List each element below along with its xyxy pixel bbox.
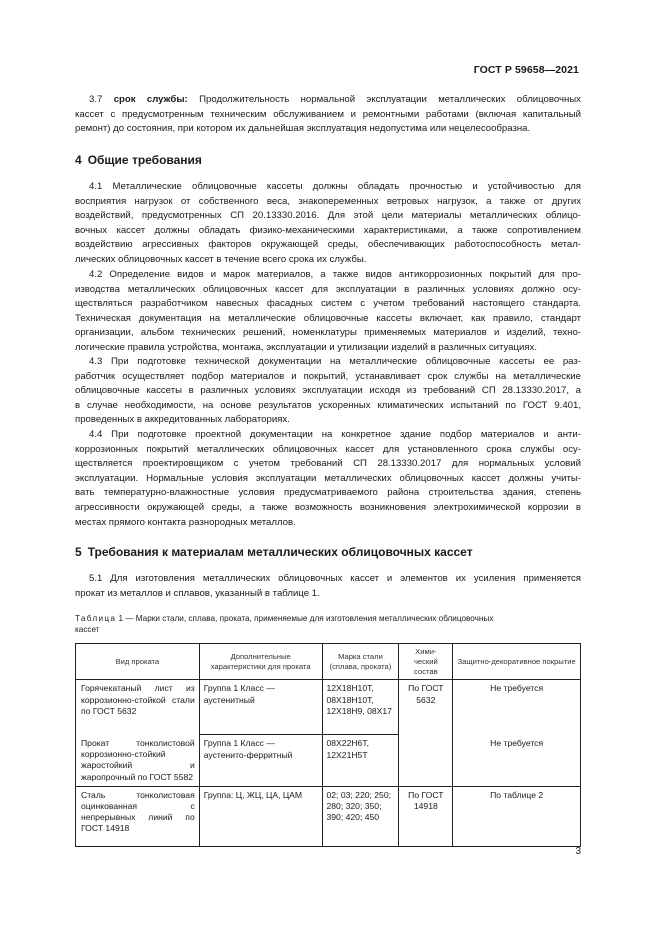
paragraph-line: логические правила устройства, монтажа, эксплуатации и утилизации изделий в различных ситуациях. bbox=[75, 341, 538, 353]
table-cell: Сталь тонколистовая оцинкованная с непрерывных линий по ГОСТ 14918 bbox=[76, 786, 200, 846]
paragraph-line: вочных кассет должны обладать физико-механическими характеристиками, а также сопротивлением bbox=[75, 224, 581, 236]
paragraph-line: 4.1 Металлические облицовочные кассеты должны обладать прочностью и устойчивостью для bbox=[89, 181, 581, 192]
paragraph-line: 4.4 При подготовке проектной документации на конкретное здание подбор материалов и анти- bbox=[89, 429, 581, 440]
table-cell: По таблице 2 bbox=[453, 786, 581, 846]
table-cell: Горячекатаный лист из коррозионно-стойкой стали по ГОСТ 5632 bbox=[76, 680, 200, 735]
table-row bbox=[76, 735, 581, 786]
table-cell: Группа 1 Класс — аустенито-ферритный bbox=[199, 735, 322, 786]
column-header: Защитно-декоративное покрытие bbox=[453, 644, 581, 680]
paragraph-line: эксплуатации. Нормальные условия эксплуатации металлических облицовочных кассет должны учиты- bbox=[75, 472, 581, 484]
section-title: Требования к материалам металлических облицовочных кассет bbox=[87, 545, 473, 559]
column-header: Марка стали (сплава, проката) bbox=[322, 644, 399, 680]
table-cell: Группа 1 Класс — аустенитный bbox=[199, 680, 322, 735]
column-header: Дополнительные характеристики для проката bbox=[199, 644, 322, 680]
materials-table bbox=[75, 643, 581, 847]
caption-text: 1 — Марки стали, сплава, проката, применяемые для изготовления металлических облицовочных bbox=[118, 614, 494, 623]
paragraph-line: 5.1 Для изготовления металлических облицовочных кассет и элементов их усиления применяется bbox=[89, 573, 581, 584]
page-number: 3 bbox=[575, 846, 581, 857]
paragraph-line: 4.2 Определение видов и марок материалов, а также видов антикоррозионных покрытий для про- bbox=[89, 269, 581, 280]
paragraph-line: прокат из металлов и сплавов, указанный в таблице 1. bbox=[75, 587, 320, 599]
term: срок службы: bbox=[113, 94, 188, 105]
paragraph-line: лических облицовочных кассет в течение всего срока их службы. bbox=[75, 253, 367, 265]
paragraph-4-3 bbox=[75, 355, 581, 428]
caption-text-continued: кассет bbox=[75, 625, 100, 634]
paragraph-line: организации, альбом технических решений, номенклатуры применяемых материалов и изделий, техно- bbox=[75, 327, 581, 339]
paragraph-3-7 bbox=[75, 93, 581, 137]
paragraph-line: агрессивности окружающей среды, а также возможность возникновения электрохимической коррозии в bbox=[75, 501, 581, 513]
paragraph-5-1 bbox=[75, 572, 581, 601]
paragraph-line: в случае необходимости, на основе результатов ускоренных климатических испытаний по ГОСТ 9.401, bbox=[75, 399, 581, 411]
table-cell: Не требуется bbox=[453, 735, 581, 786]
table-caption bbox=[75, 613, 581, 635]
paragraph-line: облицовочные кассеты в различных условиях эксплуатации исходя из требований СП 28.13330.2017, а bbox=[75, 385, 581, 397]
term-definition: Продолжительность нормальной эксплуатации металлических облицовочных bbox=[199, 94, 581, 105]
paragraph-4-4 bbox=[75, 428, 581, 530]
paragraph-line: ществляться разработчиком навесных фасадных систем с учетом требований настоящего стандарта. bbox=[75, 298, 581, 310]
paragraph-line: изводства металлических облицовочных кассет для эксплуатации в различных условиях должно осу- bbox=[75, 283, 581, 295]
table-cell: По ГОСТ 5632 bbox=[399, 680, 453, 735]
paragraph-line: ремонт) до состояния, при котором их дальнейшая эксплуатация недопустима или нецелесообразна. bbox=[75, 123, 531, 135]
table-cell: Не требуется bbox=[453, 680, 581, 735]
table-cell: По ГОСТ 14918 bbox=[399, 786, 453, 846]
paragraph-line: воздействий, предусмотренных СП 20.13330.2016. Для этой цели материалы металлических облицо- bbox=[75, 210, 581, 222]
paragraph-line: вать температурно-влажностные условия предусматриваемого района строительства здания, степень bbox=[75, 487, 581, 499]
section-5-heading bbox=[75, 545, 479, 559]
table-cell: 12Х18Н10Т, 08Х18Н10Т, 12Х18Н9, 08Х17 bbox=[322, 680, 399, 735]
table-cell: Группа: Ц, ЖЦ, ЦА, ЦАМ bbox=[199, 786, 322, 846]
table-header-row bbox=[76, 644, 581, 680]
paragraph-line: 4.3 При подготовке технической документации на металлические облицовочные кассеты ее раз- bbox=[89, 356, 581, 367]
paragraph-line: воздействию агрессивных факторов окружающей среды, обеспечивающих работоспособность метал- bbox=[75, 239, 581, 251]
section-number: 4 bbox=[75, 153, 82, 167]
column-header: Хими-ческий состав bbox=[399, 644, 453, 680]
paragraph-line bbox=[75, 93, 581, 108]
standard-code: ГОСТ Р 59658—2021 bbox=[473, 64, 579, 76]
table-cell bbox=[399, 735, 453, 786]
section-4-heading bbox=[75, 153, 208, 167]
table-row bbox=[76, 680, 581, 735]
paragraph-line: ществляется проектировщиком с учетом требований СП 28.13330.2017 для нормальных условий bbox=[75, 458, 581, 470]
caption-label: Таблица bbox=[75, 614, 117, 623]
table-cell: Прокат тонколистовой коррозионно-стойкий жаростойкий и жаропрочный по ГОСТ 5582 bbox=[76, 735, 200, 786]
paragraph-4-2 bbox=[75, 268, 581, 356]
paragraph-line: проведенных в аккредитованных лабораториях. bbox=[75, 414, 290, 426]
paragraph-4-1 bbox=[75, 180, 581, 268]
paragraph-line: Техническая документация на металлические облицовочные кассеты включает, как правило, стандарт bbox=[75, 312, 581, 324]
paragraph-line: местах прямого контакта разнородных металлов. bbox=[75, 516, 296, 528]
paragraph-line: коррозионных покрытий металлических облицовочных кассет для установленного срока службы осу- bbox=[75, 443, 581, 455]
paragraph-line: кассет с предусмотренным техническим обслуживанием и ремонтными работами (включая капитальный bbox=[75, 108, 581, 120]
paragraph-line: восприятия нагрузок от собственного веса, знакопеременных ветровых нагрузок, а также от других bbox=[75, 195, 581, 207]
table-row bbox=[76, 786, 581, 846]
table-cell: 08Х22Н6Т, 12Х21Н5Т bbox=[322, 735, 399, 786]
table-cell: 02; 03; 220; 250; 280; 320; 350; 390; 420; 450 bbox=[322, 786, 399, 846]
column-header: Вид проката bbox=[76, 644, 200, 680]
section-title: Общие требования bbox=[87, 153, 202, 167]
section-number: 5 bbox=[75, 545, 82, 559]
clause-number: 3.7 bbox=[89, 94, 103, 105]
paragraph-line: работчик осуществляет подбор материалов и покрытий, устанавливает срок службы на металлические bbox=[75, 370, 581, 382]
